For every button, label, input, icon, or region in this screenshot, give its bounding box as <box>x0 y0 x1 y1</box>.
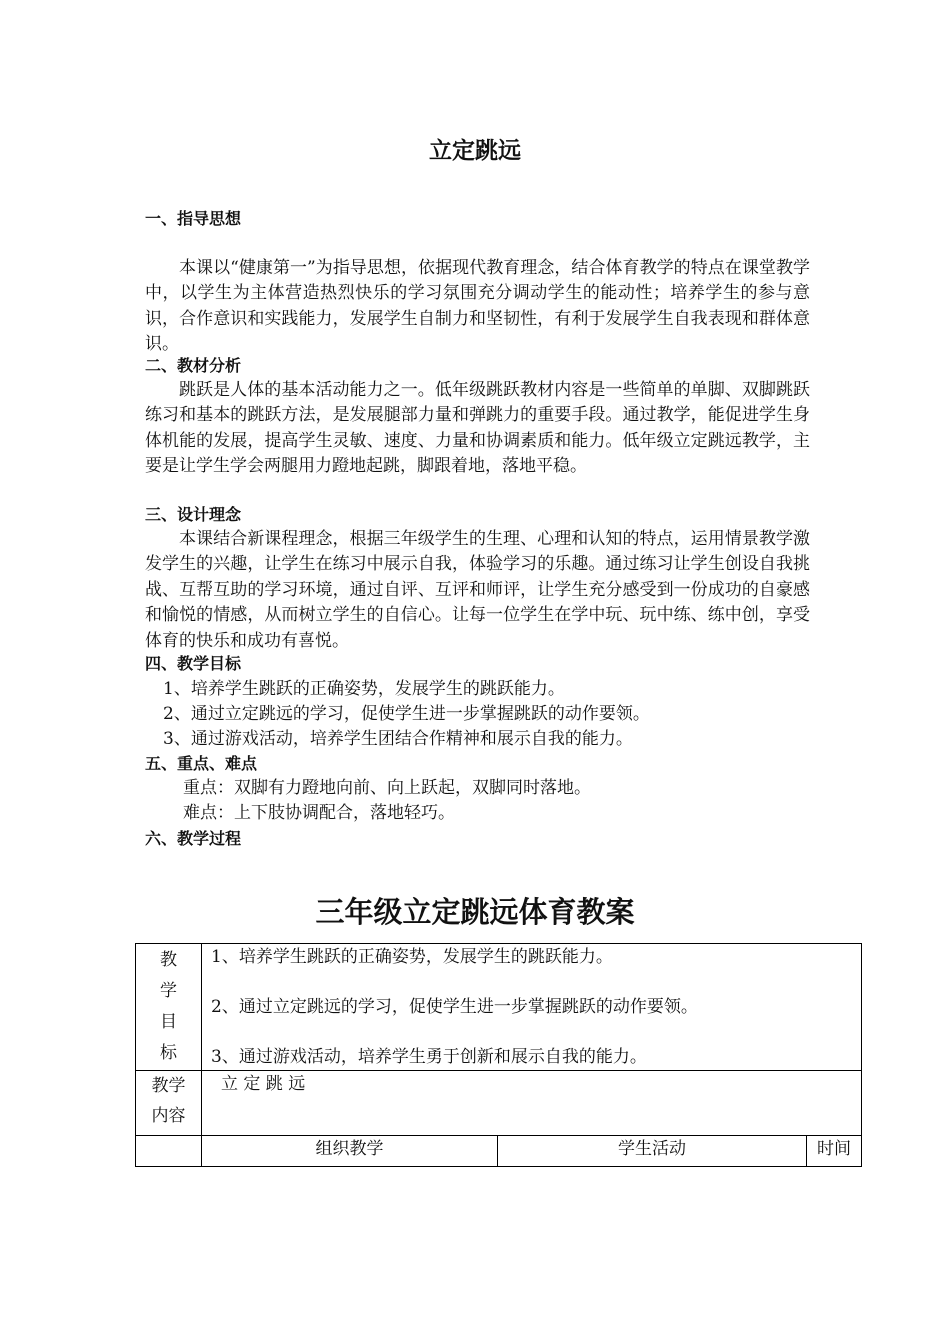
column-header-student-activity: 学生活动 <box>498 1136 807 1167</box>
column-header-time: 时间 <box>807 1136 862 1167</box>
goal-item: 1、培养学生跳跃的正确姿势，发展学生的跳跃能力。 <box>211 947 613 967</box>
lesson-plan-title: 三年级立定跳远体育教案 <box>315 895 635 929</box>
section-heading-objectives: 四、教学目标 <box>145 654 242 673</box>
paragraph-design: 本课结合新课程理念，根据三年级学生的生理、心理和认知的特点，运用情景教学激发学生的兴趣，让学生在练习中展示自我，体验学习的乐趣。通过练习让学生创设自我挑战、互帮互助的学习环境，通过自评、互评和师评，让学生充分感受到一份成功的自豪感和愉悦的情感，从而树立学生的自信心。让每一位学生在学中玩、玩中练、练中创，享受体育的快乐和成功有喜悦。 <box>145 529 810 651</box>
content-label-cell <box>136 1071 202 1136</box>
content-row <box>136 1071 862 1136</box>
objective-item: 2、通过立定跳远的学习，促使学生进一步掌握跳跃的动作要领。 <box>163 704 650 724</box>
goal-item: 2、通过立定跳远的学习，促使学生进一步掌握跳跃的动作要领。 <box>211 997 698 1017</box>
section-heading-process: 六、教学过程 <box>145 829 242 848</box>
goal-item: 3、通过游戏活动，培养学生勇于创新和展示自我的能力。 <box>211 1047 647 1067</box>
header-empty-cell <box>136 1136 202 1167</box>
objective-item: 1、培养学生跳跃的正确姿势，发展学生的跳跃能力。 <box>163 679 565 699</box>
document-title: 立定跳远 <box>429 138 521 164</box>
lesson-plan-table <box>135 943 862 1167</box>
content-value: 立 定 跳 远 <box>221 1074 306 1094</box>
goals-content-cell <box>202 944 862 1071</box>
goals-label-char: 学 <box>160 981 177 1001</box>
section-heading-guiding: 一、指导思想 <box>145 209 242 228</box>
section-heading-analysis: 二、教材分析 <box>145 356 242 375</box>
section-heading-keypoints: 五、重点、难点 <box>145 754 258 773</box>
key-point: 重点：双脚有力蹬地向前、向上跃起，双脚同时落地。 <box>183 778 591 798</box>
header-row <box>136 1136 862 1167</box>
content-label-line: 内容 <box>151 1106 186 1126</box>
content-value-cell <box>202 1071 862 1136</box>
objective-item: 3、通过游戏活动，培养学生团结合作精神和展示自我的能力。 <box>163 729 633 749</box>
paragraph-guiding: 本课以“健康第一”为指导思想，依据现代教育理念，结合体育教学的特点在课堂教学中，以学生为主体营造热烈快乐的学习氛围充分调动学生的能动性；培养学生的参与意识，合作意识和实践能力，发展学生自制力和坚韧性，有利于发展学生自我表现和群体意识。 <box>145 258 810 355</box>
goals-label-char: 目 <box>160 1012 177 1032</box>
goals-label-char: 教 <box>160 950 177 970</box>
goals-label-cell <box>136 944 202 1071</box>
paragraph-analysis: 跳跃是人体的基本活动能力之一。低年级跳跃教材内容是一些简单的单脚、双脚跳跃练习和基本的跳跃方法，是发展腿部力量和弹跳力的重要手段。通过教学，能促进学生身体机能的发展，提高学生灵敏、速度、力量和协调素质和能力。低年级立定跳远教学，主要是让学生学会两腿用力蹬地起跳，脚跟着地，落地平稳。 <box>145 380 810 477</box>
content-label-line: 教学 <box>151 1076 186 1096</box>
goals-row <box>136 944 862 1071</box>
section-heading-design: 三、设计理念 <box>145 505 242 524</box>
difficult-point: 难点：上下肢协调配合，落地轻巧。 <box>183 803 455 823</box>
column-header-organization: 组织教学 <box>202 1136 498 1167</box>
goals-label-char: 标 <box>160 1043 177 1063</box>
